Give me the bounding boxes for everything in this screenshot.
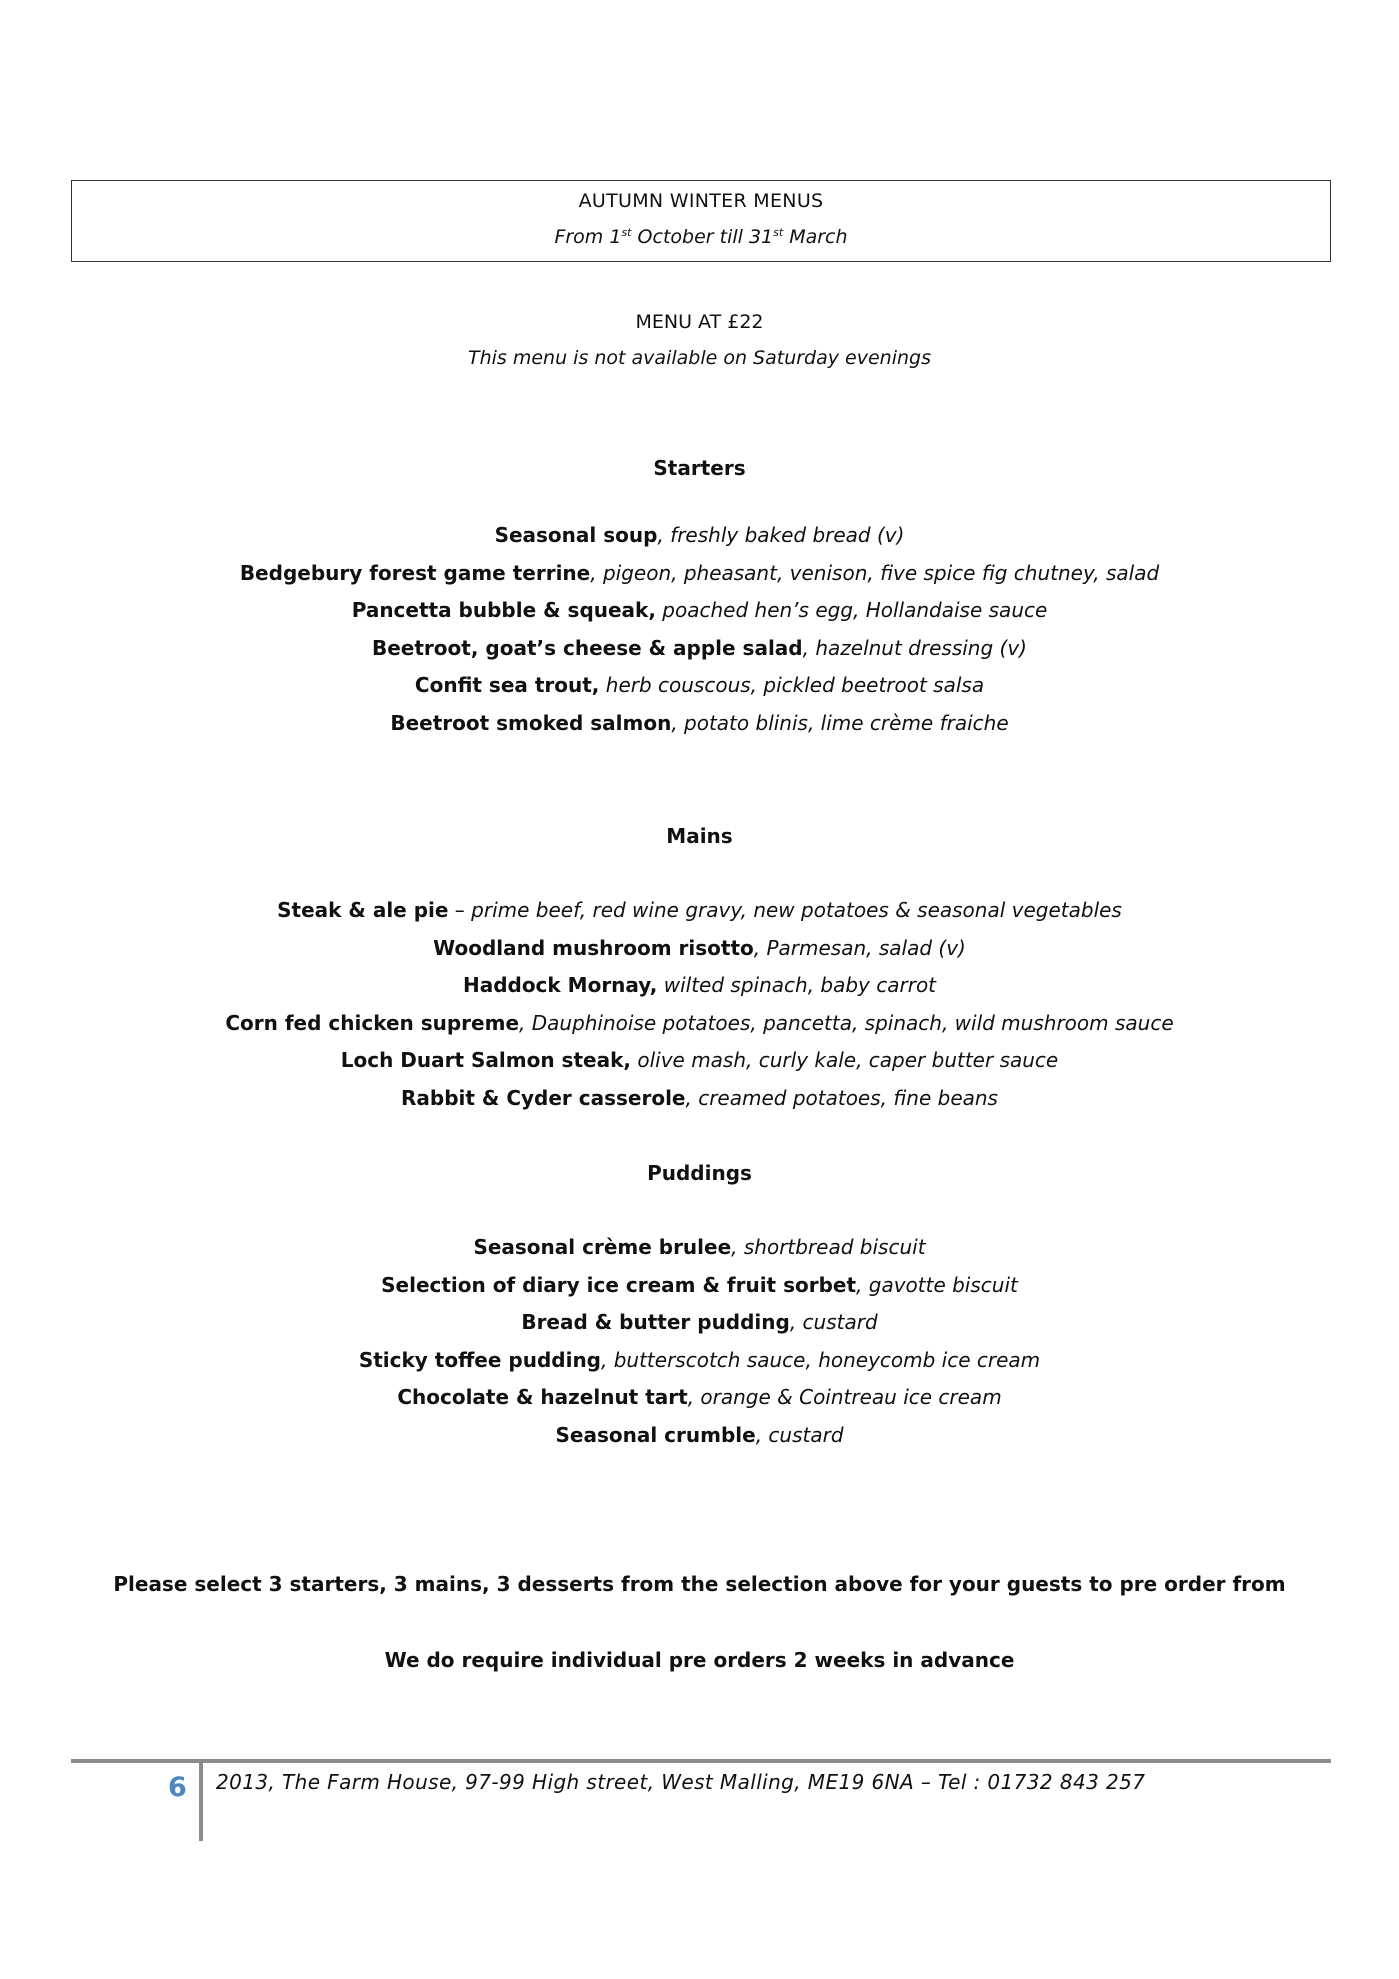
mains-item bbox=[0, 1080, 1399, 1118]
mains-item bbox=[0, 1042, 1399, 1080]
starters-item bbox=[0, 667, 1399, 705]
starters-heading: Starters bbox=[653, 456, 746, 480]
starters-item bbox=[0, 517, 1399, 555]
puddings-item bbox=[0, 1379, 1399, 1417]
dish-description: , butterscotch sauce, honeycomb ice cream bbox=[601, 1347, 1041, 1372]
dish-description: herb couscous, pickled beetroot salsa bbox=[599, 673, 985, 698]
puddings-item bbox=[0, 1229, 1399, 1267]
menu-header-box bbox=[71, 180, 1331, 262]
dish-name: Pancetta bubble & squeak, bbox=[351, 598, 656, 623]
puddings-item bbox=[0, 1267, 1399, 1305]
puddings-heading: Puddings bbox=[647, 1161, 752, 1185]
dish-description: – prime beef, red wine gravy, new potatoes & seasonal vegetables bbox=[448, 898, 1122, 922]
dish-name: Chocolate & hazelnut tart bbox=[397, 1385, 688, 1410]
mains-item bbox=[0, 930, 1399, 968]
dish-description: , shortbread biscuit bbox=[731, 1235, 926, 1259]
menu-header-title: AUTUMN WINTER MENUS bbox=[578, 190, 824, 212]
starters-item bbox=[0, 630, 1399, 668]
starters-item bbox=[0, 592, 1399, 630]
dish-name: Haddock Mornay, bbox=[462, 973, 658, 998]
dish-name: Seasonal crème brulee bbox=[473, 1235, 732, 1259]
date-till-suffix: st bbox=[773, 226, 784, 239]
dish-description: , custard bbox=[755, 1422, 844, 1447]
dish-description: , gavotte biscuit bbox=[856, 1272, 1018, 1297]
puddings-item bbox=[0, 1342, 1399, 1380]
dish-description: , potato blinis, lime crème fraiche bbox=[671, 710, 1009, 735]
footer-address: 2013, The Farm House, 97-99 High street, West Malling, ME19 6NA – Tel : 01732 843 257 bbox=[216, 1770, 1146, 1794]
dish-name: Bread & butter pudding bbox=[521, 1310, 790, 1335]
dish-name: Rabbit & Cyder casserole bbox=[401, 1085, 686, 1110]
dish-name: Seasonal soup bbox=[494, 523, 658, 547]
starters-list bbox=[0, 517, 1399, 743]
mains-item bbox=[0, 967, 1399, 1005]
mains-item bbox=[0, 1005, 1399, 1043]
dish-description: , Parmesan, salad (v) bbox=[753, 935, 966, 960]
menu-price-title: MENU AT £22 bbox=[635, 311, 764, 333]
puddings-item bbox=[0, 1417, 1399, 1455]
dish-description: , orange & Cointreau ice cream bbox=[687, 1385, 1002, 1410]
menu-availability-note: This menu is not available on Saturday evenings bbox=[467, 347, 931, 369]
mains-heading: Mains bbox=[666, 824, 733, 848]
starters-item bbox=[0, 555, 1399, 593]
mains-list bbox=[0, 892, 1399, 1118]
selection-instruction: Please select 3 starters, 3 mains, 3 desserts from the selection above for your guests to pre order from bbox=[113, 1572, 1286, 1596]
puddings-item bbox=[0, 1304, 1399, 1342]
dish-name: Woodland mushroom risotto bbox=[433, 935, 754, 960]
date-middle: October till 31 bbox=[631, 226, 774, 248]
dish-description: , creamed potatoes, fine beans bbox=[685, 1085, 998, 1110]
preorder-notice: We do require individual pre orders 2 weeks in advance bbox=[384, 1648, 1015, 1672]
date-from-suffix: st bbox=[621, 226, 632, 239]
dish-description: wilted spinach, baby carrot bbox=[657, 973, 937, 998]
date-end: March bbox=[783, 226, 848, 248]
dish-name: Beetroot, goat’s cheese & apple salad bbox=[372, 635, 803, 660]
dish-name: Beetroot smoked salmon bbox=[390, 710, 672, 735]
dish-name: Sticky toffee pudding bbox=[358, 1347, 601, 1372]
dish-description: , custard bbox=[789, 1310, 878, 1335]
dish-description: , pigeon, pheasant, venison, five spice fig chutney, salad bbox=[590, 560, 1160, 585]
dish-description: , hazelnut dressing (v) bbox=[802, 635, 1027, 660]
dish-name: Steak & ale pie bbox=[277, 898, 449, 922]
dish-name: Corn fed chicken supreme bbox=[225, 1010, 520, 1035]
dish-name: Loch Duart Salmon steak, bbox=[340, 1048, 631, 1073]
footer-vertical-divider bbox=[199, 1763, 203, 1841]
dish-name: Seasonal crumble bbox=[555, 1422, 756, 1447]
dish-name: Bedgebury forest game terrine bbox=[239, 560, 591, 585]
menu-date-range bbox=[72, 226, 1330, 248]
dish-description: olive mash, curly kale, caper butter sauce bbox=[630, 1048, 1059, 1073]
dish-description: , freshly baked bread (v) bbox=[657, 523, 905, 547]
dish-description: poached hen’s egg, Hollandaise sauce bbox=[655, 598, 1048, 623]
dish-name: Selection of diary ice cream & fruit sorbet bbox=[381, 1272, 857, 1297]
starters-item bbox=[0, 705, 1399, 743]
page-number: 6 bbox=[168, 1772, 187, 1803]
date-from-prefix: From 1 bbox=[554, 226, 622, 248]
mains-item bbox=[0, 892, 1399, 930]
footer-divider bbox=[71, 1759, 1331, 1763]
puddings-list bbox=[0, 1229, 1399, 1455]
dish-description: , Dauphinoise potatoes, pancetta, spinach, wild mushroom sauce bbox=[519, 1010, 1174, 1035]
dish-name: Confit sea trout, bbox=[414, 673, 600, 698]
